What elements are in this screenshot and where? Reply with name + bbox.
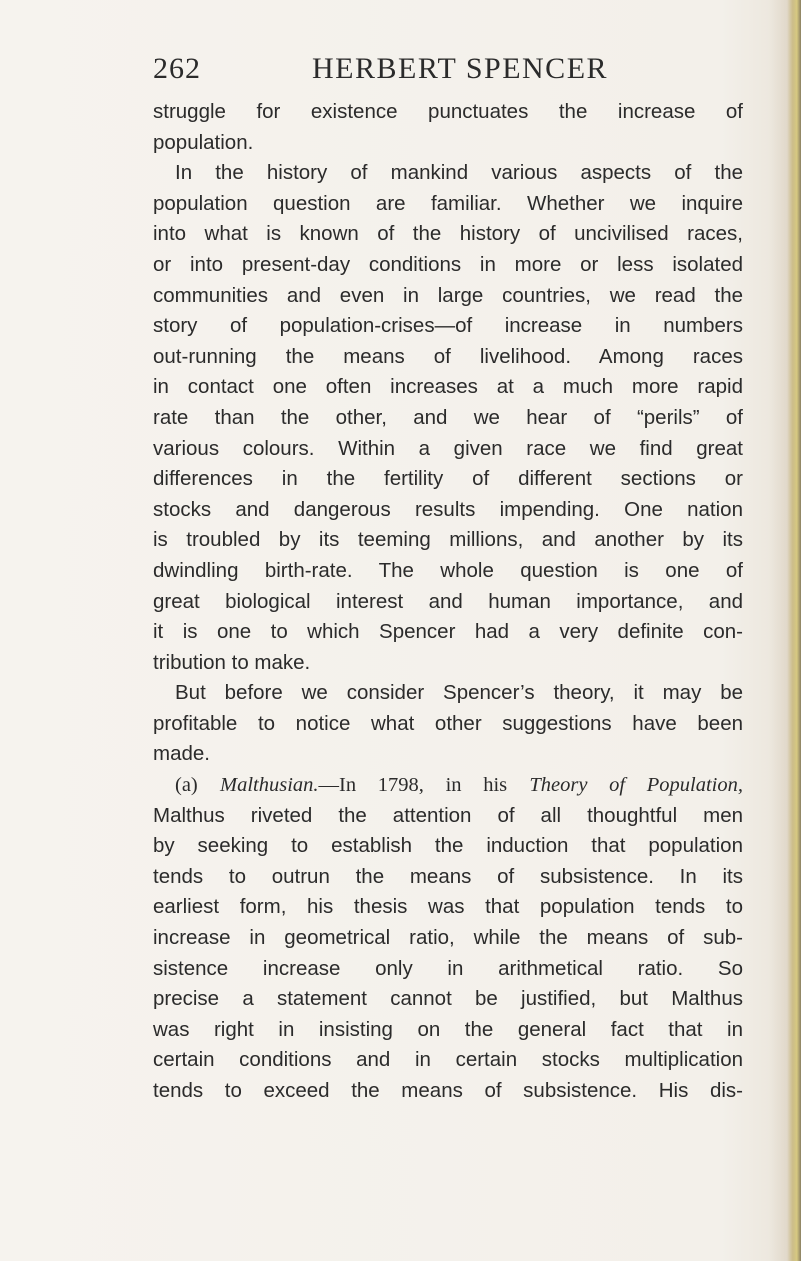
page-edge xyxy=(787,0,801,1261)
text-line: or into present-day conditions in more or less isolated xyxy=(153,252,743,276)
text-line: profitable to notice what other suggestions have been xyxy=(153,711,743,735)
text-line: communities and even in large countries, we read the xyxy=(153,283,743,307)
running-head: HERBERT SPENCER xyxy=(312,52,609,85)
text-line: struggle for existence punctuates the increase of xyxy=(153,100,743,123)
text-line: made. xyxy=(153,742,210,766)
text-line: great biological interest and human importance, and xyxy=(153,589,743,613)
text-line: precise a statement cannot be justified, but Malthus xyxy=(153,987,743,1011)
text-line: by seeking to establish the induction that population xyxy=(153,834,743,858)
text-line: differences in the fertility of different sections or xyxy=(153,467,743,491)
section-heading-line xyxy=(153,770,743,801)
text-line: But before we consider Spencer’s theory, it may be xyxy=(175,681,743,705)
text-line: tends to exceed the means of subsistence. His dis- xyxy=(153,1079,743,1102)
text-line: dwindling birth-rate. The whole question is one of xyxy=(153,558,743,582)
text-line: in contact one often increases at a much more rapid xyxy=(153,375,743,399)
section-heading: Malthusian. xyxy=(220,774,319,797)
text-line: earliest form, his thesis was that population tends to xyxy=(153,895,743,919)
work-title: Theory of Population, xyxy=(529,774,743,797)
text-line: it is one to which Spencer had a very definite con- xyxy=(153,620,743,644)
text-line: population question are familiar. Whether we inquire xyxy=(153,191,743,215)
text-line: stocks and dangerous results impending. One nation xyxy=(153,497,743,521)
text-line: sistence increase only in arithmetical ratio. So xyxy=(153,956,743,980)
page-header xyxy=(153,52,753,92)
text-line: out-running the means of livelihood. Among races xyxy=(153,344,743,368)
text-line: was right in insisting on the general fact that in xyxy=(153,1017,743,1041)
text-line: increase in geometrical ratio, while the means of sub- xyxy=(153,926,743,950)
text-line: certain conditions and in certain stocks multiplication xyxy=(153,1048,743,1072)
text-line: various colours. Within a given race we find great xyxy=(153,436,743,460)
text-line: rate than the other, and we hear of “perils” of xyxy=(153,405,743,429)
section-intro: —In 1798, in his xyxy=(318,774,508,797)
text-line: Malthus riveted the attention of all thoughtful men xyxy=(153,803,743,827)
text-line: tribution to make. xyxy=(153,650,311,674)
text-line: is troubled by its teeming millions, and another by its xyxy=(153,528,743,552)
text-line: In the history of mankind various aspects of the xyxy=(175,161,743,185)
text-line: population. xyxy=(153,130,254,154)
body-text xyxy=(153,97,743,1107)
section-label: (a) xyxy=(175,774,198,797)
text-line: tends to outrun the means of subsistence. In its xyxy=(153,864,743,888)
text-line: into what is known of the history of uncivilised races, xyxy=(153,222,743,246)
text-line: story of population-crises—of increase in numbers xyxy=(153,314,743,338)
page-number: 262 xyxy=(153,52,201,85)
